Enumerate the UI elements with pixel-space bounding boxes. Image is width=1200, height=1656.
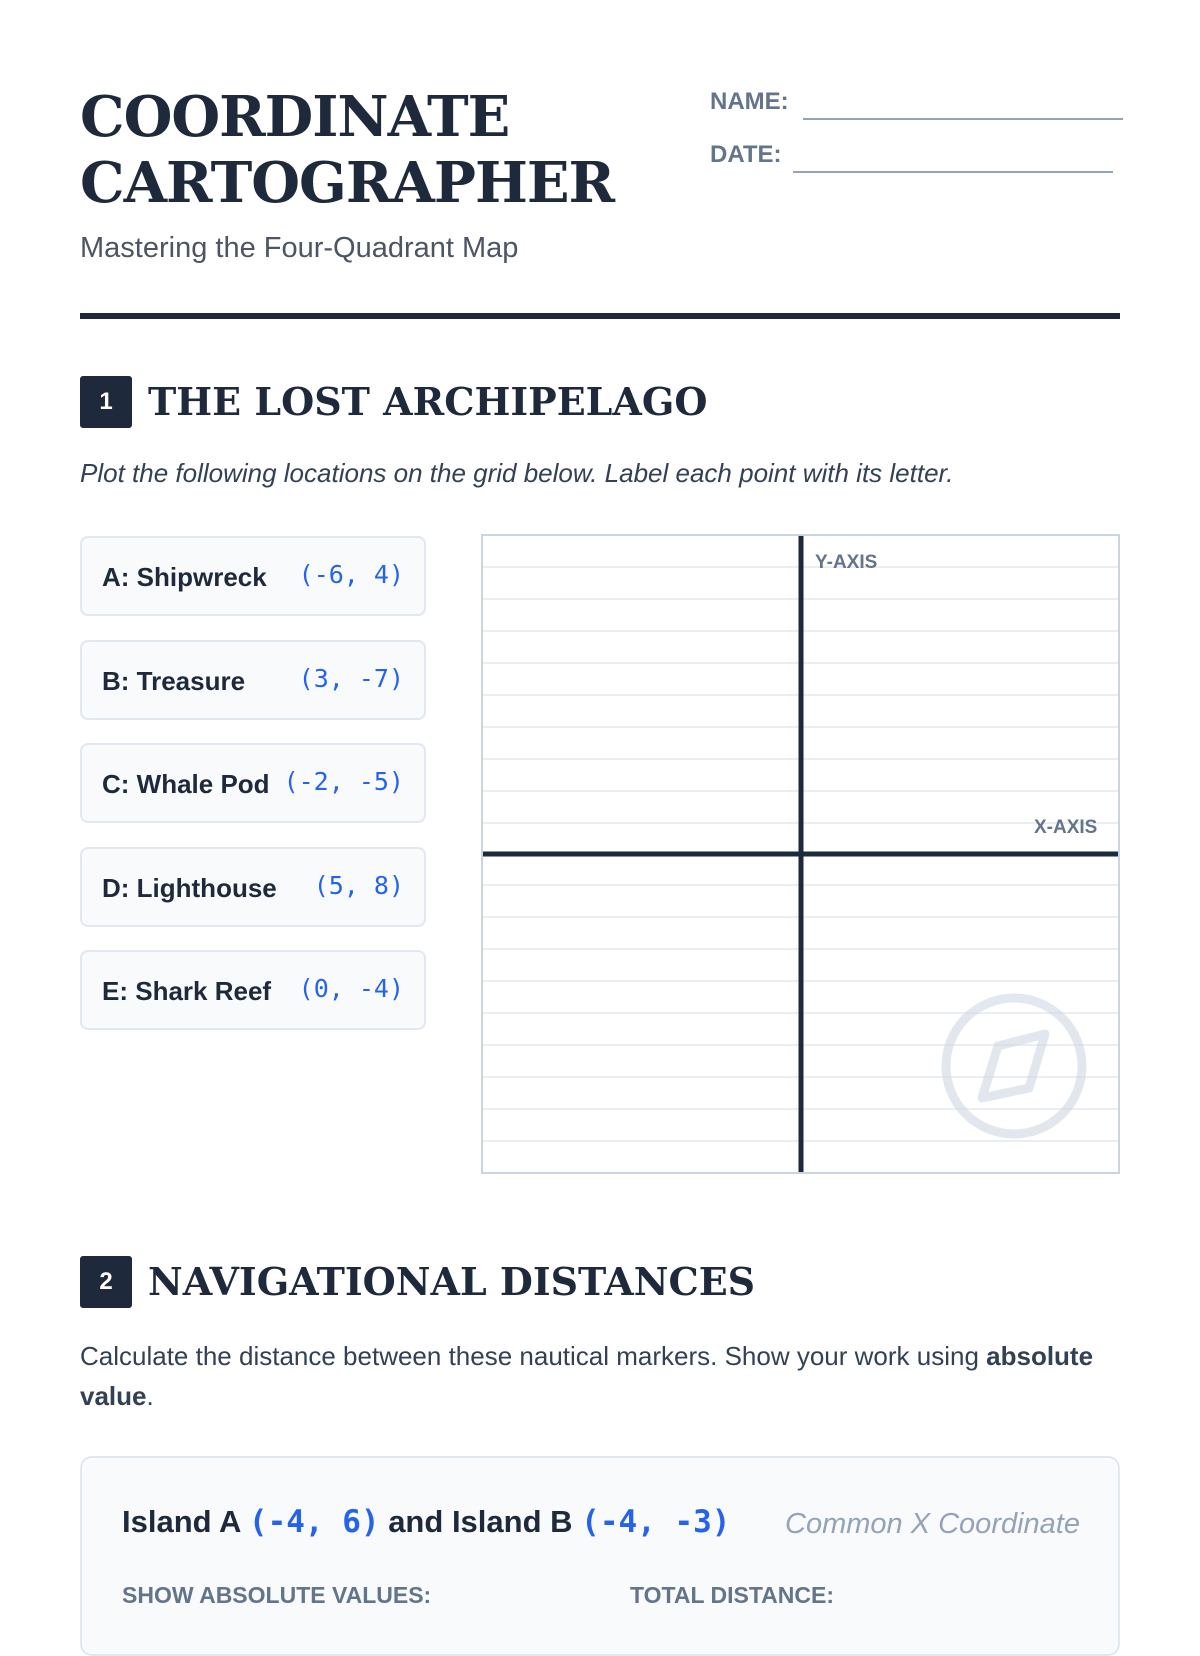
location-label: B: Treasure [102, 666, 246, 696]
problem-statement [122, 1504, 730, 1540]
problem-hint: Common X Coordinate [785, 1508, 1080, 1540]
location-coordinate: (-6, 4) [298, 560, 404, 589]
location-card-c [80, 743, 426, 823]
title-line-1: COORDINATE [80, 84, 510, 150]
location-card-e [80, 950, 426, 1030]
section-2-number: 2 [80, 1256, 132, 1308]
location-coordinate: (5, 8) [313, 871, 404, 900]
location-label: E: Shark Reef [102, 976, 272, 1006]
total-distance-label: TOTAL DISTANCE: [630, 1582, 835, 1608]
location-card-b [80, 640, 426, 720]
distance-problem-card [80, 1456, 1120, 1656]
date-field[interactable] [793, 171, 1113, 173]
section-1-number: 1 [80, 376, 132, 428]
name-field[interactable] [803, 118, 1123, 120]
show-work-label: SHOW ABSOLUTE VALUES: [122, 1582, 432, 1608]
location-card-a [80, 536, 426, 616]
location-label: A: Shipwreck [102, 562, 267, 592]
section-1-title: THE LOST ARCHIPELAGO [148, 379, 708, 424]
date-label: DATE: [710, 141, 782, 168]
page-subtitle: Mastering the Four-Quadrant Map [80, 232, 519, 264]
name-label: NAME: [710, 88, 789, 115]
section-2-title: NAVIGATIONAL DISTANCES [148, 1259, 756, 1304]
grid-svg [483, 536, 1118, 1172]
instruction-emphasis: absolute value [80, 1341, 1094, 1411]
location-coordinate: (-2, -5) [283, 767, 404, 796]
connector-text: and [388, 1504, 444, 1539]
compass-icon [946, 998, 1082, 1134]
location-coordinate: (0, -4) [298, 974, 404, 1003]
location-coordinate: (3, -7) [298, 664, 404, 693]
island-a-label: Island A [122, 1504, 241, 1539]
location-label: C: Whale Pod [102, 769, 270, 799]
coordinate-grid[interactable] [481, 534, 1120, 1174]
instruction-end: . [146, 1381, 154, 1411]
header-divider [80, 313, 1120, 319]
section-2-instruction [80, 1336, 1120, 1416]
island-b-coordinate: (-4, -3) [581, 1504, 731, 1540]
page-title [80, 84, 614, 216]
location-label: D: Lighthouse [102, 873, 277, 903]
section-1-instruction: Plot the following locations on the grid below. Label each point with its letter. [80, 458, 954, 488]
island-a-coordinate: (-4, 6) [248, 1504, 380, 1540]
location-card-d [80, 847, 426, 927]
instruction-text: Calculate the distance between these nautical markers. Show your work using [80, 1341, 987, 1371]
island-b-label: Island B [451, 1504, 573, 1539]
title-line-2: CARTOGRAPHER [80, 150, 615, 216]
y-axis-label: Y-AXIS [815, 552, 878, 573]
x-axis-label: X-AXIS [1034, 817, 1098, 838]
